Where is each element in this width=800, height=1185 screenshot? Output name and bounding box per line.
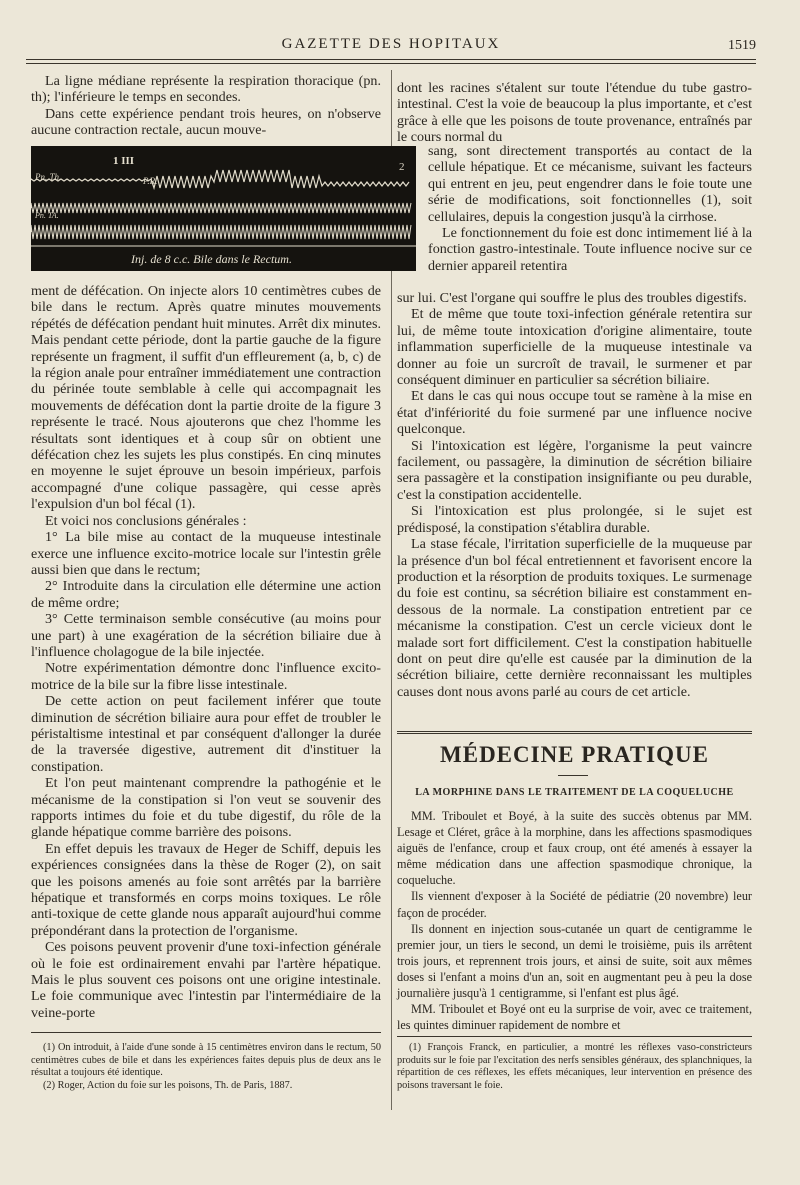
article-title: LA MORPHINE DANS LE TRAITEMENT DE LA COQUELUCHE [415,787,734,798]
kymograph-trace [31,146,416,271]
paragraph: De cette action on peut facilement inférer que toute diminution de sécrétion biliaire aura pour effet de troubler le péristaltisme intestinal et par conséquent d'allonger la durée de la traversée digestive, autrement dit d'instituer la constipation. [31,693,381,775]
trace-label-pnta: Pn. TA. [35,211,59,220]
figure-caption: Inj. de 8 c.c. Bile dans le Rectum. [131,252,292,266]
section-title: MÉDECINE PRATIQUE [440,742,709,767]
paragraph: La ligne médiane représente la respiration thoracique (pn. th); l'inférieure le temps en secondes. [31,73,381,106]
footnote-rule [397,1036,752,1037]
paragraph: Ces poisons peuvent provenir d'une toxi-infection générale où le foie est ordinairement envahi par l'artère hépatique. Mais le plus souvent ces poisons ont une origine intestinale. Le foie communique avec l'intestin par l'intermédiaire de la veine-porte [31,939,381,1021]
paragraph: 1° La bile mise au contact de la muqueuse intestinale exerce une influence excito-motrice locale sur l'intestin grêle aussi bien que dans le rectum; [31,529,381,578]
left-column-intro [31,73,381,139]
footnote: (1) On introduit, à l'aide d'une sonde à 15 centimètres environ dans le rectum, 50 centimètres cubes de bile et dans les expériences faites depuis plus de deux ans le résultat a toujours été identique. [31,1042,381,1079]
paragraph: sur lui. C'est l'organe qui souffre le plus des troubles digestifs. [397,290,747,306]
paragraph: Si l'intoxication est légère, l'organisme la peut vaincre facilement, ou passagère, la diminution de sécrétion biliaire sera passagère et la constipation insignifiante ou peu durable, c'est la constipation accidentelle. [397,437,752,503]
paragraph: MM. Triboulet et Boyé ont eu la surprise de voir, avec ce traitement, les quintes diminuer rapidement de nombre et [397,1002,752,1033]
paragraph: En effet depuis les travaux de Heger de Schiff, depuis les expériences consignées dans la thèse de Roger (2), on sait que les poisons amenés au foie sont arrêtés par la barrière hépatique et transformés en corps moins toxiques. Le rôle anti-toxique de cette glande nous apparaît aujourd'hui comme prépondérant dans la protection de l'organisme. [31,840,381,939]
footnote: (2) Roger, Action du foie sur les poisons, Th. de Paris, 1887. [43,1079,293,1091]
paragraph: Le fonctionnement du foie est donc intimement lié à la fonction gastro-intestinale. Toute influence nocive sur ce dernier appareil retentira [428,225,752,274]
trace-marks: 1 III [113,155,135,167]
paragraph: 2° Introduite dans la circulation elle détermine une action de même ordre; [31,578,381,611]
paragraph: Et voici nos conclusions générales : [45,512,247,529]
paragraph: Ils viennent d'exposer à la Société de pédiatrie (20 novembre) leur façon de procéder. [397,889,752,920]
page-number: 1519 [728,38,756,53]
left-column-body [31,283,381,1021]
paragraph: Notre expérimentation démontre donc l'influence excito-motrice de la bile sur la fibre lisse intestinale. [31,660,381,693]
trace-label-pnth: Pn. Th. [35,172,62,182]
footnote-rule [31,1032,381,1033]
trace-label-pr: P.R. [143,176,158,186]
article-body [397,808,752,1033]
paragraph: Si l'intoxication est plus prolongée, si le sujet est prédisposé, la constipation s'établira durable. [397,503,752,536]
right-column-body [397,290,752,700]
header-rule [26,63,756,64]
header-rule [26,59,756,60]
publication-title: GAZETTE DES HOPITAUX [281,36,501,52]
trace-label-number: 2 [399,161,405,173]
paragraph: Et dans le cas qui nous occupe tout se ramène à la mise en état d'infériorité du foie surmené par une influence nocive quelconque. [397,388,752,438]
paragraph: La stase fécale, l'irritation superficielle de la muqueuse par la présence d'un bol fécal entretiennent et favorisent encore la production et la résorption de produits toxiques. Le surmenage du foie est continu, sa sécrétion biliaire est constamment en-dessous de la normale. La constipation entretient par ce mécanisme la constipation. C'est un cercle vicieux dont le malade sort fort difficilement. C'est la constipation habituelle dont on peut dire qu'elle est causée par la diminution de la sécrétion biliaire, cette dernière reconnaissant les multiples causes dont nous avons parlé au cours de cet article. [397,536,752,700]
paragraph: MM. Triboulet et Boyé, à la suite des succès obtenus par MM. Lesage et Cléret, grâce à la morphine, dans les affections spasmodiques aiguës de l'enfance, croup et faux croup, ont été amenés à essayer la même médication dans une affection spasmodique chronique, la coqueluche. [397,809,752,888]
kymograph-figure [31,146,416,271]
paragraph: Et l'on peut maintenant comprendre la pathogénie et le mécanisme de la constipation si l'on veut se souvenir des rapports intimes du foie et du tube digestif, du rôle de la glande hépatique comme barrière des poisons. [31,775,381,841]
right-column-wrap [428,143,752,274]
paragraph: Ils donnent en injection sous-cutanée un quart de centigramme le premier jour, un tiers le second, un demi le troisième, puis ils arrêtent trois jours, et reprennent trois jours, et ainsi de suite, soit aux mêmes doses si l'enfant a moins d'un an, soit en augmentant peu à peu la dose journalière jusqu'à 1 centigramme, si l'enfant est plus âgé. [397,921,752,1001]
paragraph: ment de défécation. On injecte alors 10 centimètres cubes de bile dans le rectum. Après quatre minutes mouvements répétés de défécation pendant huit minutes. Arrêt dix minutes. Mais pendant cette période, dont la partie gauche de la figure représente un fragment, il suffit d'un effleurement (a, b, c) de la région anale pour entraîner immédiatement une contraction du périnée toute semblable à celle qui accompagnait les mouvements de défécation dont la partie droite de la figure 3 représente le tracé. Nous ajouterons que chez l'homme les résultats sont identiques et à coup sûr on obtient une défécation chez les sujets les plus constipés. En cinq minutes en moyenne le sujet éprouve un besoin impérieux, parfois accompagné d'une colique passagère, qui cesse après l'expulsion d'un bol fécal (1). [31,283,381,513]
right-footnotes [397,1042,752,1092]
paragraph: 3° Cette terminaison semble consécutive (au moins pour une part) à une exagération de la sécrétion biliaire due à l'influence cholagogue de la bile injectée. [31,611,381,660]
page-header [26,30,756,60]
paragraph: sang, sont directement transportés au contact de la cellule hépatique. Et ce mécanisme, suivant les facteurs qui entrent en jeu, peut engendrer dans le foie toute une série de modifications, soit fonctionnelles (1), soit cellulaires, depuis la congestion jusqu'à la cirrhose. [428,143,752,225]
footnote: (1) François Franck, en particulier, a montré les réflexes vaso-constricteurs produits sur le foie par l'excitation des nerfs sensibles généraux, des splanchniques, la répartition de ces réflexes, les effets mécaniques, leur intervention en présence des poisons traversant le foie. [397,1042,752,1091]
paragraph: dont les racines s'étalent sur toute l'étendue du tube gastro-intestinal. C'est la voie de beaucoup la plus importante, et c'est grâce à elle que les poisons de toute provenance, entraînés par le cours normal du [397,80,752,146]
paragraph: Et de même que toute toxi-infection générale retentira sur lui, de même toute intoxication d'origine alimentaire, toute inflammation superficielle de la muqueuse intestinale va donner au foie un surcroît de travail, le surmener et par conséquent diminuer en particulier sa sécrétion biliaire. [397,306,752,389]
paragraph: Dans cette expérience pendant trois heures, on n'observe aucune contraction rectale, aucun mouve- [31,105,381,139]
left-footnotes [31,1042,381,1092]
title-rule [558,775,588,776]
right-column-intro [397,80,752,146]
section-rule [397,731,752,737]
